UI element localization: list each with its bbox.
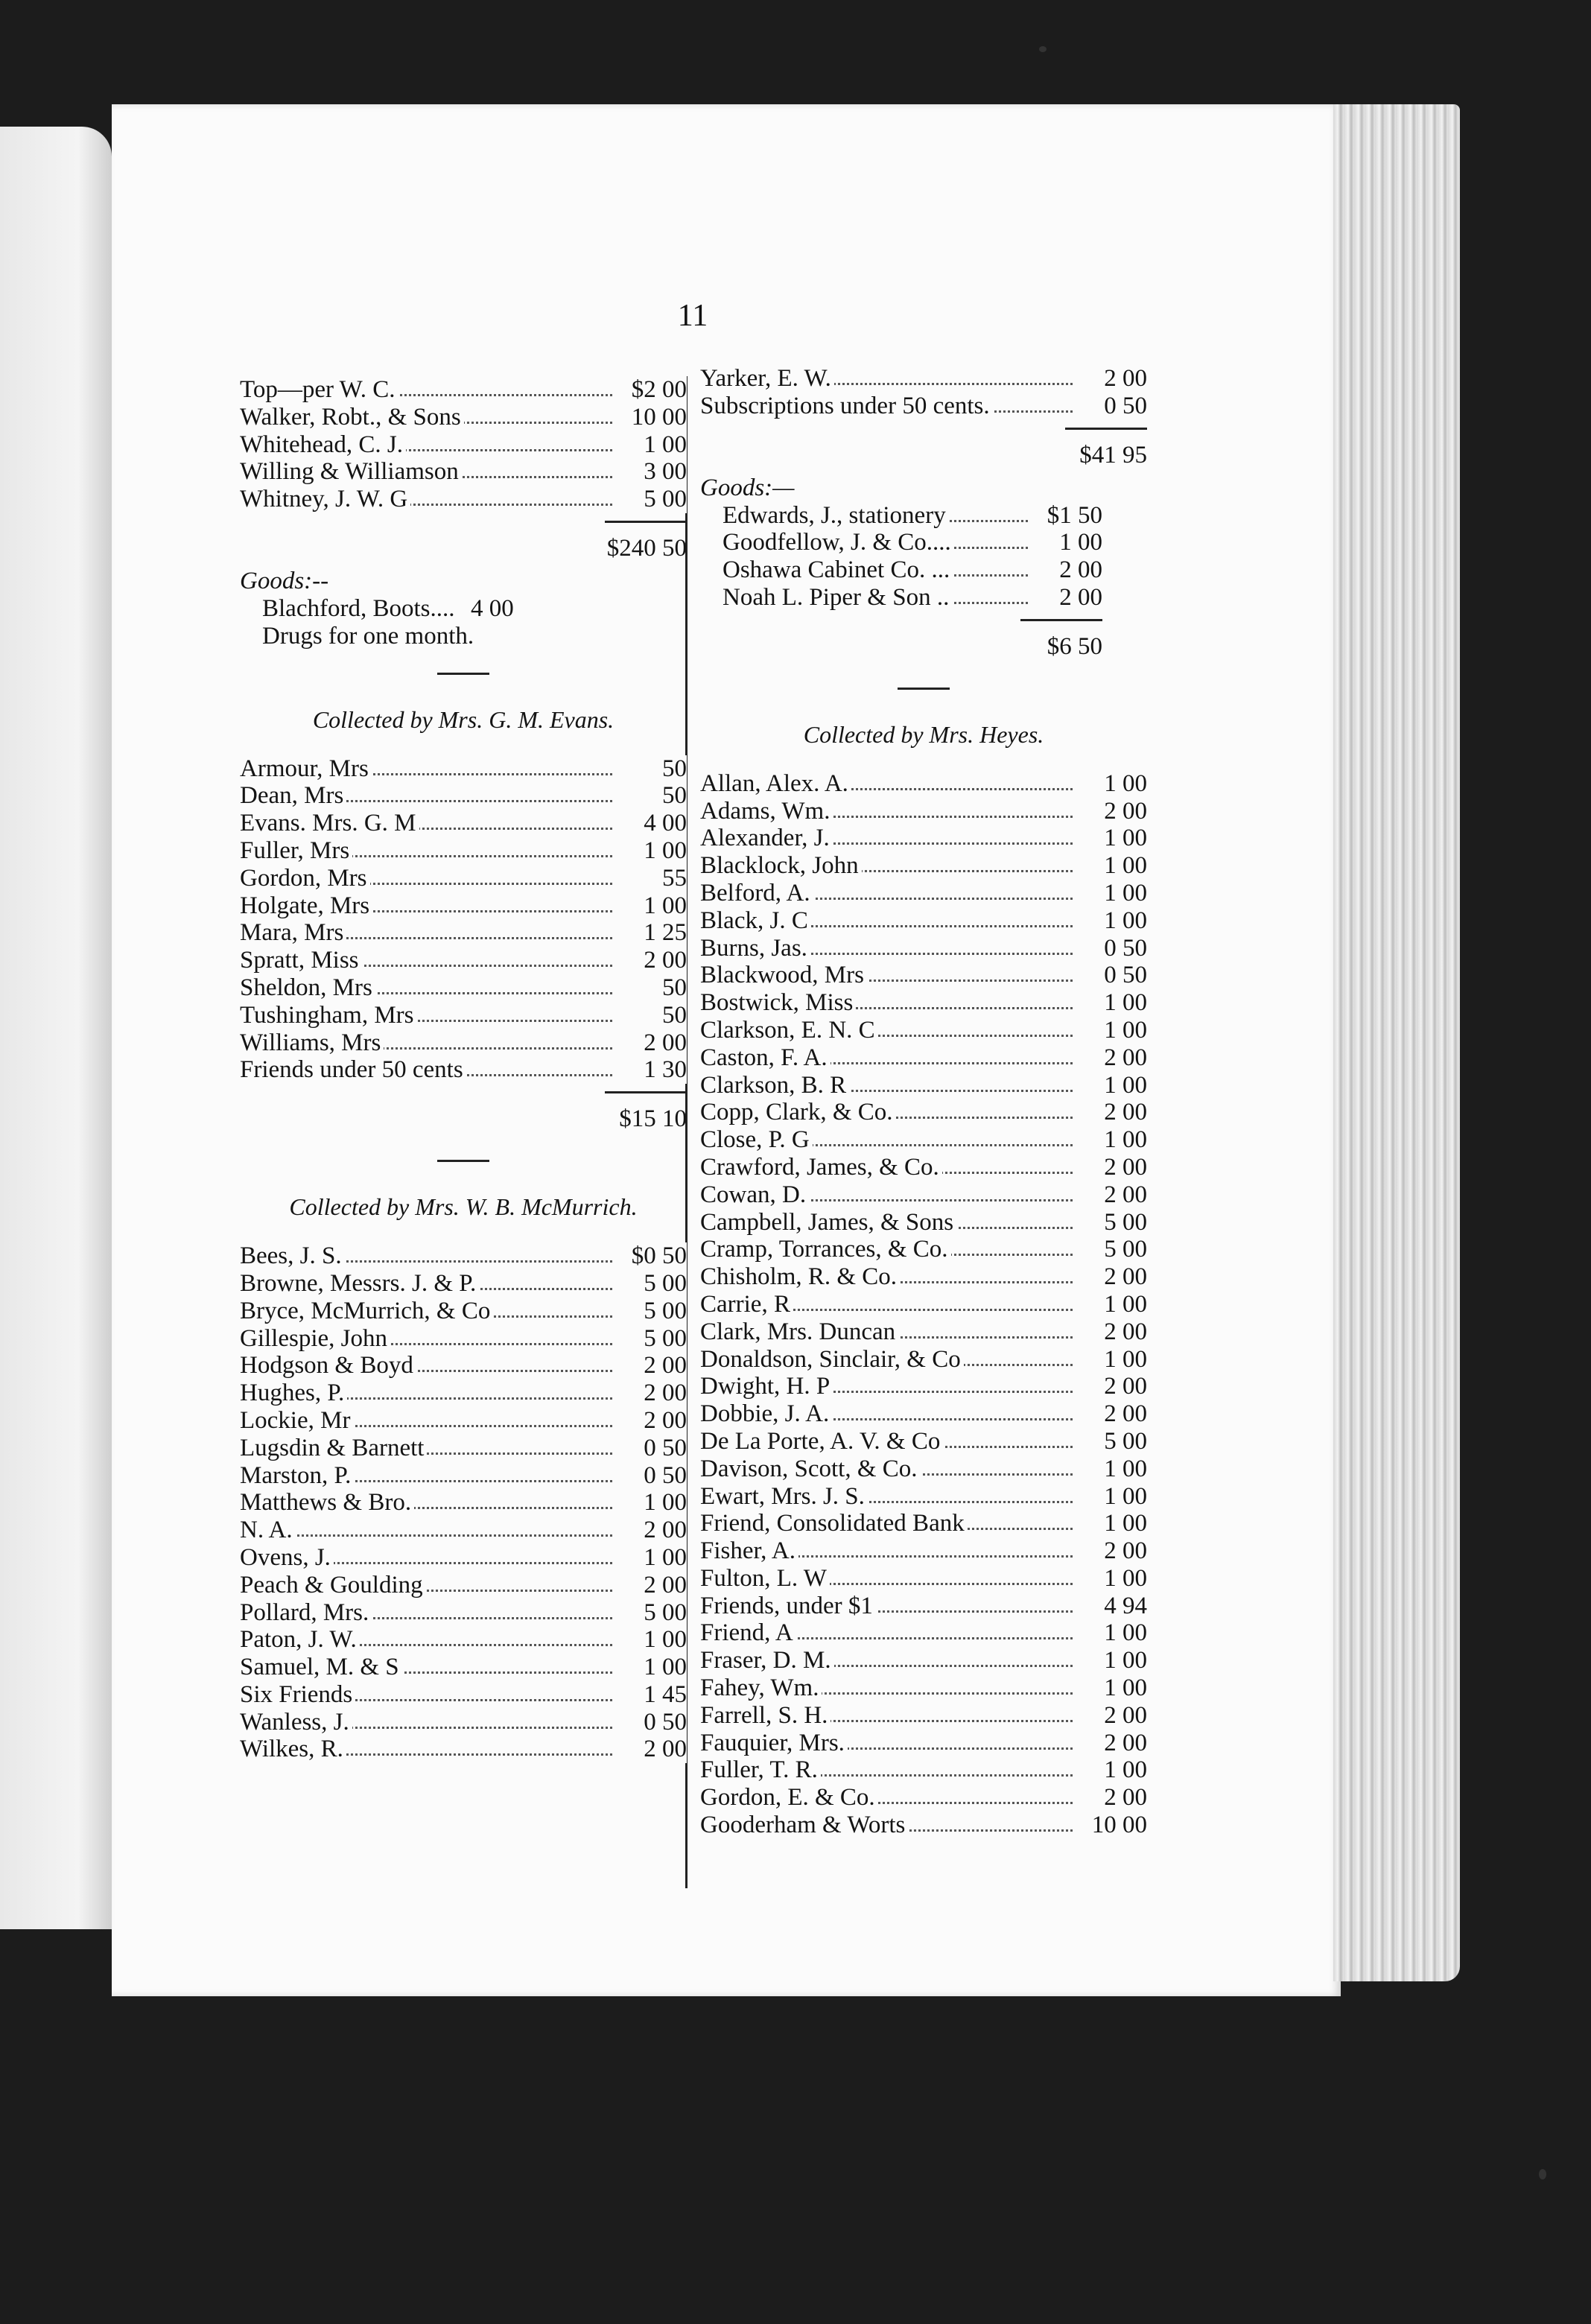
entry-name: Burns, Jas.	[700, 935, 810, 962]
entry-name: Alexander, J.	[700, 825, 833, 852]
paper-speck	[1039, 46, 1047, 52]
list-item	[240, 404, 687, 431]
list-item	[240, 865, 687, 892]
entry-amount: 0 50	[612, 1709, 687, 1736]
entry-amount: 5 00	[612, 1298, 687, 1325]
entry-amount: 1 00	[1073, 1346, 1147, 1374]
entry-name: Clarkson, B. R	[700, 1072, 849, 1099]
entry-name: N. A.	[240, 1517, 296, 1544]
total-rule	[240, 1084, 687, 1100]
entry-amount: 4 94	[1073, 1593, 1147, 1620]
entry-amount: 5 00	[612, 1599, 687, 1627]
entry-name: Cramp, Torrances, & Co.	[700, 1236, 951, 1263]
list-item	[700, 1619, 1147, 1647]
list-item	[700, 989, 1147, 1017]
list-item	[700, 1483, 1147, 1511]
total-amount: $240 50	[606, 534, 687, 562]
entry-name: Hodgson & Boyd	[240, 1352, 416, 1380]
entry-amount: 2 00	[612, 1517, 687, 1544]
entry-amount: $1 50	[1028, 502, 1102, 530]
list-item	[240, 892, 687, 920]
entry-amount: 2 00	[612, 1352, 687, 1380]
entry-name: Black, J. C	[700, 907, 811, 935]
entry-amount: 1 00	[1073, 907, 1147, 935]
entry-amount: 1 00	[1073, 1483, 1147, 1511]
list-item	[240, 947, 687, 974]
list-item	[240, 376, 687, 404]
list-item	[700, 393, 1147, 420]
facing-page-edge	[0, 127, 112, 1929]
list-item	[240, 810, 687, 837]
entry-name: Yarker, E. W.	[700, 365, 834, 393]
entry-name: Paton, J. W.	[240, 1626, 360, 1654]
list-item	[240, 1435, 687, 1462]
entry-amount: 5 00	[612, 1270, 687, 1298]
list-item	[700, 1126, 1147, 1154]
list-item	[240, 974, 687, 1002]
entry-amount: 0 50	[1073, 962, 1147, 989]
list-item	[240, 1654, 687, 1681]
entry-amount: 1 00	[1073, 880, 1147, 907]
entry-amount: 1 00	[1073, 1510, 1147, 1537]
list-item	[240, 1489, 687, 1517]
entry-name: Walker, Robt., & Sons	[240, 404, 464, 431]
entry-amount: 1 00	[1073, 1126, 1147, 1154]
list-item	[240, 1517, 687, 1544]
entry-amount: 2 00	[1073, 1154, 1147, 1181]
entry-amount: 1 00	[612, 1626, 687, 1654]
entry-amount: 1 00	[1073, 989, 1147, 1017]
evans-entries	[240, 755, 687, 1085]
entry-amount: 2 00	[1073, 1263, 1147, 1291]
section-heading-evans: Collected by Mrs. G. M. Evans.	[312, 705, 615, 733]
list-item	[700, 1044, 1147, 1072]
list-item	[700, 962, 1147, 989]
mcmurrich-entries	[240, 1242, 687, 1763]
right-top-total-row	[700, 436, 1147, 474]
entry-name: Adams, Wm.	[700, 798, 833, 825]
list-item	[240, 1242, 687, 1270]
entry-name: Six Friends	[240, 1681, 355, 1709]
entry-name: Fahey, Wm.	[700, 1674, 822, 1702]
list-item	[700, 1565, 1147, 1593]
entry-name: Bryce, McMurrich, & Co	[240, 1298, 493, 1325]
entry-amount: 2 00	[1073, 1537, 1147, 1565]
entry-amount: 2 00	[1073, 1044, 1147, 1072]
list-item	[700, 1346, 1147, 1374]
entry-amount: 1 00	[612, 1489, 687, 1517]
entry-amount: 2 00	[1073, 1318, 1147, 1346]
entry-amount: 2 00	[1073, 1702, 1147, 1730]
list-item	[700, 1291, 1147, 1318]
dot-leader	[240, 1534, 612, 1537]
list-item	[240, 1270, 687, 1298]
entry-name: Gordon, Mrs	[240, 865, 370, 892]
entry-name: Blacklock, John	[700, 852, 862, 880]
entry-amount: 1 00	[1073, 825, 1147, 852]
entry-name: Tushingham, Mrs	[240, 1002, 417, 1029]
entry-amount: 3 00	[612, 458, 687, 486]
entry-name: Belford, A.	[700, 880, 813, 907]
entry-amount: 1 00	[612, 892, 687, 920]
entry-name: Friends under 50 cents	[240, 1056, 466, 1084]
entry-name: Fuller, T. R.	[700, 1756, 821, 1784]
entry-name: Samuel, M. & S	[240, 1654, 402, 1681]
entry-amount: 2 00	[1073, 1400, 1147, 1428]
entry-name: Sheldon, Mrs	[240, 974, 375, 1002]
entry-amount: 50	[612, 1002, 687, 1029]
entry-name: Bees, J. S.	[240, 1242, 345, 1270]
list-item	[240, 1056, 687, 1084]
right-goods-entries	[700, 502, 1147, 612]
list-item	[700, 1263, 1147, 1291]
entry-name: Donaldson, Sinclair, & Co	[700, 1346, 964, 1374]
entry-name: Goodfellow, J. & Co....	[723, 529, 954, 556]
entry-name: Chisholm, R. & Co.	[700, 1263, 900, 1291]
list-item	[240, 1544, 687, 1572]
list-item	[240, 755, 687, 783]
entry-amount: $2 00	[612, 376, 687, 404]
entry-name: Friend, A	[700, 1619, 796, 1647]
goods-row	[240, 623, 687, 650]
entry-amount: 1 45	[612, 1681, 687, 1709]
total-rule	[700, 420, 1147, 436]
list-item	[240, 1029, 687, 1057]
entry-name: Gordon, E. & Co.	[700, 1784, 878, 1812]
list-item	[240, 782, 687, 810]
list-item	[240, 1298, 687, 1325]
entry-name: Caston, F. A.	[700, 1044, 831, 1072]
list-item	[700, 1236, 1147, 1263]
entry-amount: 1 00	[1073, 852, 1147, 880]
list-item	[700, 584, 1102, 612]
paper-speck	[1539, 2169, 1546, 2179]
list-item	[240, 919, 687, 947]
list-item	[240, 837, 687, 865]
entry-name: Carrie, R	[700, 1291, 793, 1318]
entry-amount: 1 30	[612, 1056, 687, 1084]
entry-amount: 1 00	[1073, 1455, 1147, 1483]
entry-amount: 5 00	[1073, 1209, 1147, 1236]
entry-amount: 2 00	[612, 1736, 687, 1763]
entry-name: Matthews & Bro.	[240, 1489, 414, 1517]
list-item	[700, 1702, 1147, 1730]
entry-name: Hughes, P.	[240, 1380, 347, 1407]
total-rule	[700, 612, 1102, 628]
list-item	[700, 1647, 1147, 1674]
list-item	[240, 1325, 687, 1353]
entry-amount: 1 00	[1073, 1565, 1147, 1593]
list-item	[700, 1812, 1147, 1839]
list-item	[240, 458, 687, 486]
entry-amount: 2 00	[1028, 584, 1102, 612]
entry-name: Dobbie, J. A.	[700, 1400, 832, 1428]
entry-name: Fraser, D. M.	[700, 1647, 834, 1674]
entry-name: Cowan, D.	[700, 1181, 809, 1209]
goods-label: Goods:--	[240, 567, 329, 594]
list-item	[240, 1002, 687, 1029]
heyes-entries	[700, 770, 1147, 1839]
list-item	[700, 1537, 1147, 1565]
entry-name: Clarkson, E. N. C	[700, 1017, 878, 1044]
page-number: 11	[677, 299, 708, 333]
list-item	[700, 935, 1147, 962]
list-item	[700, 1099, 1147, 1126]
list-item	[240, 1407, 687, 1435]
left-column	[240, 376, 687, 1763]
entry-amount: 2 00	[1073, 1784, 1147, 1812]
entry-name: Peach & Goulding	[240, 1572, 426, 1599]
entry-name: Fulton, L. W	[700, 1565, 830, 1593]
entry-amount: 1 00	[612, 431, 687, 459]
entry-amount: 2 00	[1073, 365, 1147, 393]
entry-amount: 1 00	[1073, 1674, 1147, 1702]
entry-name: Fisher, A.	[700, 1537, 798, 1565]
entry-name: Pollard, Mrs.	[240, 1599, 372, 1627]
entry-amount: 1 00	[612, 1654, 687, 1681]
total-rule	[240, 513, 687, 530]
entry-name: Dean, Mrs	[240, 782, 346, 810]
list-item	[700, 1428, 1147, 1455]
list-item	[240, 1681, 687, 1709]
entry-name: Edwards, J., stationery	[723, 502, 949, 530]
entry-name: Wilkes, R.	[240, 1736, 346, 1763]
entry-amount: 1 00	[1073, 1756, 1147, 1784]
entry-amount: 2 00	[1073, 1099, 1147, 1126]
list-item	[700, 1318, 1147, 1346]
page-stack-edge	[1333, 104, 1460, 1981]
entry-name: Clark, Mrs. Duncan	[700, 1318, 898, 1346]
entry-amount: 1 00	[1073, 1017, 1147, 1044]
entry-amount: $0 50	[612, 1242, 687, 1270]
list-item	[700, 365, 1147, 393]
entry-name: Whitehead, C. J.	[240, 431, 406, 459]
entry-name: Holgate, Mrs	[240, 892, 372, 920]
goods-name: Blachford, Boots....	[262, 595, 457, 623]
right-column	[700, 365, 1147, 1839]
entry-amount: 0 50	[1073, 935, 1147, 962]
list-item	[240, 486, 687, 513]
entry-name: Davison, Scott, & Co.	[700, 1455, 921, 1483]
list-item	[700, 798, 1147, 825]
entry-name: Close, P. G	[700, 1126, 813, 1154]
list-item	[700, 770, 1147, 798]
list-item	[700, 1756, 1147, 1784]
entry-amount: 4 00	[612, 810, 687, 837]
list-item	[240, 1352, 687, 1380]
entry-amount: 0 50	[1073, 393, 1147, 420]
entry-name: Oshawa Cabinet Co. ...	[723, 556, 953, 584]
entry-name: Whitney, J. W. G	[240, 486, 410, 513]
entry-name: Mara, Mrs	[240, 919, 346, 947]
entry-name: Willing & Williamson	[240, 458, 462, 486]
list-item	[240, 1709, 687, 1736]
list-item	[700, 825, 1147, 852]
entry-amount: 1 00	[1073, 1647, 1147, 1674]
entry-amount: 1 00	[1028, 529, 1102, 556]
entry-amount: 1 00	[1073, 770, 1147, 798]
list-item	[240, 1380, 687, 1407]
entry-amount: 5 00	[612, 486, 687, 513]
list-item	[700, 1593, 1147, 1620]
entry-name: Armour, Mrs	[240, 755, 372, 783]
list-item	[240, 1572, 687, 1599]
list-item	[700, 907, 1147, 935]
entry-name: Spratt, Miss	[240, 947, 362, 974]
list-item	[700, 1674, 1147, 1702]
entry-name: Blackwood, Mrs	[700, 962, 867, 989]
list-item	[700, 852, 1147, 880]
entry-amount: 1 00	[1073, 1619, 1147, 1647]
entry-amount: 2 00	[612, 1407, 687, 1435]
entry-amount: 1 00	[612, 837, 687, 865]
entry-name: Farrell, S. H.	[700, 1702, 831, 1730]
total-amount: $15 10	[619, 1105, 687, 1133]
entry-amount: 0 50	[612, 1435, 687, 1462]
entry-amount: 2 00	[1073, 1373, 1147, 1400]
entry-name: Ewart, Mrs. J. S.	[700, 1483, 868, 1511]
left-top-entries	[240, 376, 687, 513]
list-item	[700, 1400, 1147, 1428]
entry-amount: 1 00	[1073, 1291, 1147, 1318]
entry-amount: 2 00	[612, 1572, 687, 1599]
list-item	[700, 1154, 1147, 1181]
entry-amount: 5 00	[1073, 1236, 1147, 1263]
list-item	[240, 1599, 687, 1627]
entry-name: Top—per W. C.	[240, 376, 398, 404]
entry-amount: 10 00	[1073, 1812, 1147, 1839]
list-item	[240, 1462, 687, 1490]
entry-name: Dwight, H. P	[700, 1373, 833, 1400]
entry-amount: 10 00	[612, 404, 687, 431]
entry-name: Fauquier, Mrs.	[700, 1730, 848, 1757]
entry-name: Gillespie, John	[240, 1325, 390, 1353]
entry-name: Campbell, James, & Sons	[700, 1209, 956, 1236]
entry-amount: 5 00	[1073, 1428, 1147, 1455]
entry-name: Lockie, Mr	[240, 1407, 353, 1435]
entry-name: Noah L. Piper & Son ..	[723, 584, 952, 612]
list-item	[700, 1181, 1147, 1209]
goods-name: Drugs for one month.	[262, 623, 477, 650]
entry-name: Fuller, Mrs	[240, 837, 352, 865]
entry-amount: 55	[612, 865, 687, 892]
evans-total-row	[240, 1100, 687, 1137]
list-item	[700, 1455, 1147, 1483]
entry-amount: 5 00	[612, 1325, 687, 1353]
entry-name: Marston, P.	[240, 1462, 354, 1490]
entry-name: Williams, Mrs	[240, 1029, 384, 1057]
entry-name: Copp, Clark, & Co.	[700, 1099, 896, 1126]
list-item	[700, 1730, 1147, 1757]
entry-amount: 2 00	[1028, 556, 1102, 584]
entry-amount: 2 00	[1073, 1730, 1147, 1757]
total-amount: $6 50	[1047, 632, 1102, 660]
entry-name: Evans. Mrs. G. M	[240, 810, 419, 837]
entry-name: Bostwick, Miss	[700, 989, 856, 1017]
list-item	[700, 880, 1147, 907]
goods-label: Goods:—	[700, 474, 795, 501]
entry-amount: 2 00	[612, 1380, 687, 1407]
list-item	[700, 529, 1102, 556]
entry-name: Lugsdin & Barnett	[240, 1435, 427, 1462]
list-item	[240, 431, 687, 459]
entry-amount: 1 00	[1073, 1072, 1147, 1099]
entry-amount: 0 50	[612, 1462, 687, 1490]
list-item	[700, 1373, 1147, 1400]
list-item	[700, 1510, 1147, 1537]
total-amount: $41 95	[1079, 441, 1147, 469]
entry-name: Friend, Consolidated Bank	[700, 1510, 968, 1537]
entry-name: Crawford, James, & Co.	[700, 1154, 942, 1181]
entry-amount: 2 00	[612, 947, 687, 974]
goods-amount: 4 00	[471, 594, 514, 622]
entry-amount: 1 00	[612, 1544, 687, 1572]
entry-name: Browne, Messrs. J. & P.	[240, 1270, 479, 1298]
entry-amount: 2 00	[1073, 1181, 1147, 1209]
list-item	[700, 1017, 1147, 1044]
section-heading-heyes: Collected by Mrs. Heyes.	[803, 720, 1044, 748]
list-item	[700, 556, 1102, 584]
goods-row	[240, 595, 687, 623]
list-item	[700, 502, 1102, 530]
entry-amount: 50	[612, 755, 687, 783]
list-item	[240, 1626, 687, 1654]
entry-amount: 50	[612, 782, 687, 810]
entry-amount: 50	[612, 974, 687, 1002]
entry-name: Gooderham & Worts	[700, 1812, 908, 1839]
left-top-total-row	[240, 530, 687, 567]
entry-amount: 1 25	[612, 919, 687, 947]
entry-name: Ovens, J.	[240, 1544, 334, 1572]
entry-name: Allan, Alex. A.	[700, 770, 851, 798]
entry-name: De La Porte, A. V. & Co	[700, 1428, 943, 1455]
entry-name: Wanless, J.	[240, 1709, 352, 1736]
list-item	[240, 1736, 687, 1763]
entry-name: Friends, under $1	[700, 1593, 876, 1620]
right-top-entries	[700, 365, 1147, 420]
list-item	[700, 1072, 1147, 1099]
list-item	[700, 1784, 1147, 1812]
list-item	[700, 1209, 1147, 1236]
entry-amount: 2 00	[1073, 798, 1147, 825]
section-heading-mcmurrich: Collected by Mrs. W. B. McMurrich.	[289, 1193, 638, 1221]
right-goods-total-row	[700, 628, 1102, 665]
entry-name: Subscriptions under 50 cents.	[700, 393, 993, 420]
entry-amount: 2 00	[612, 1029, 687, 1057]
